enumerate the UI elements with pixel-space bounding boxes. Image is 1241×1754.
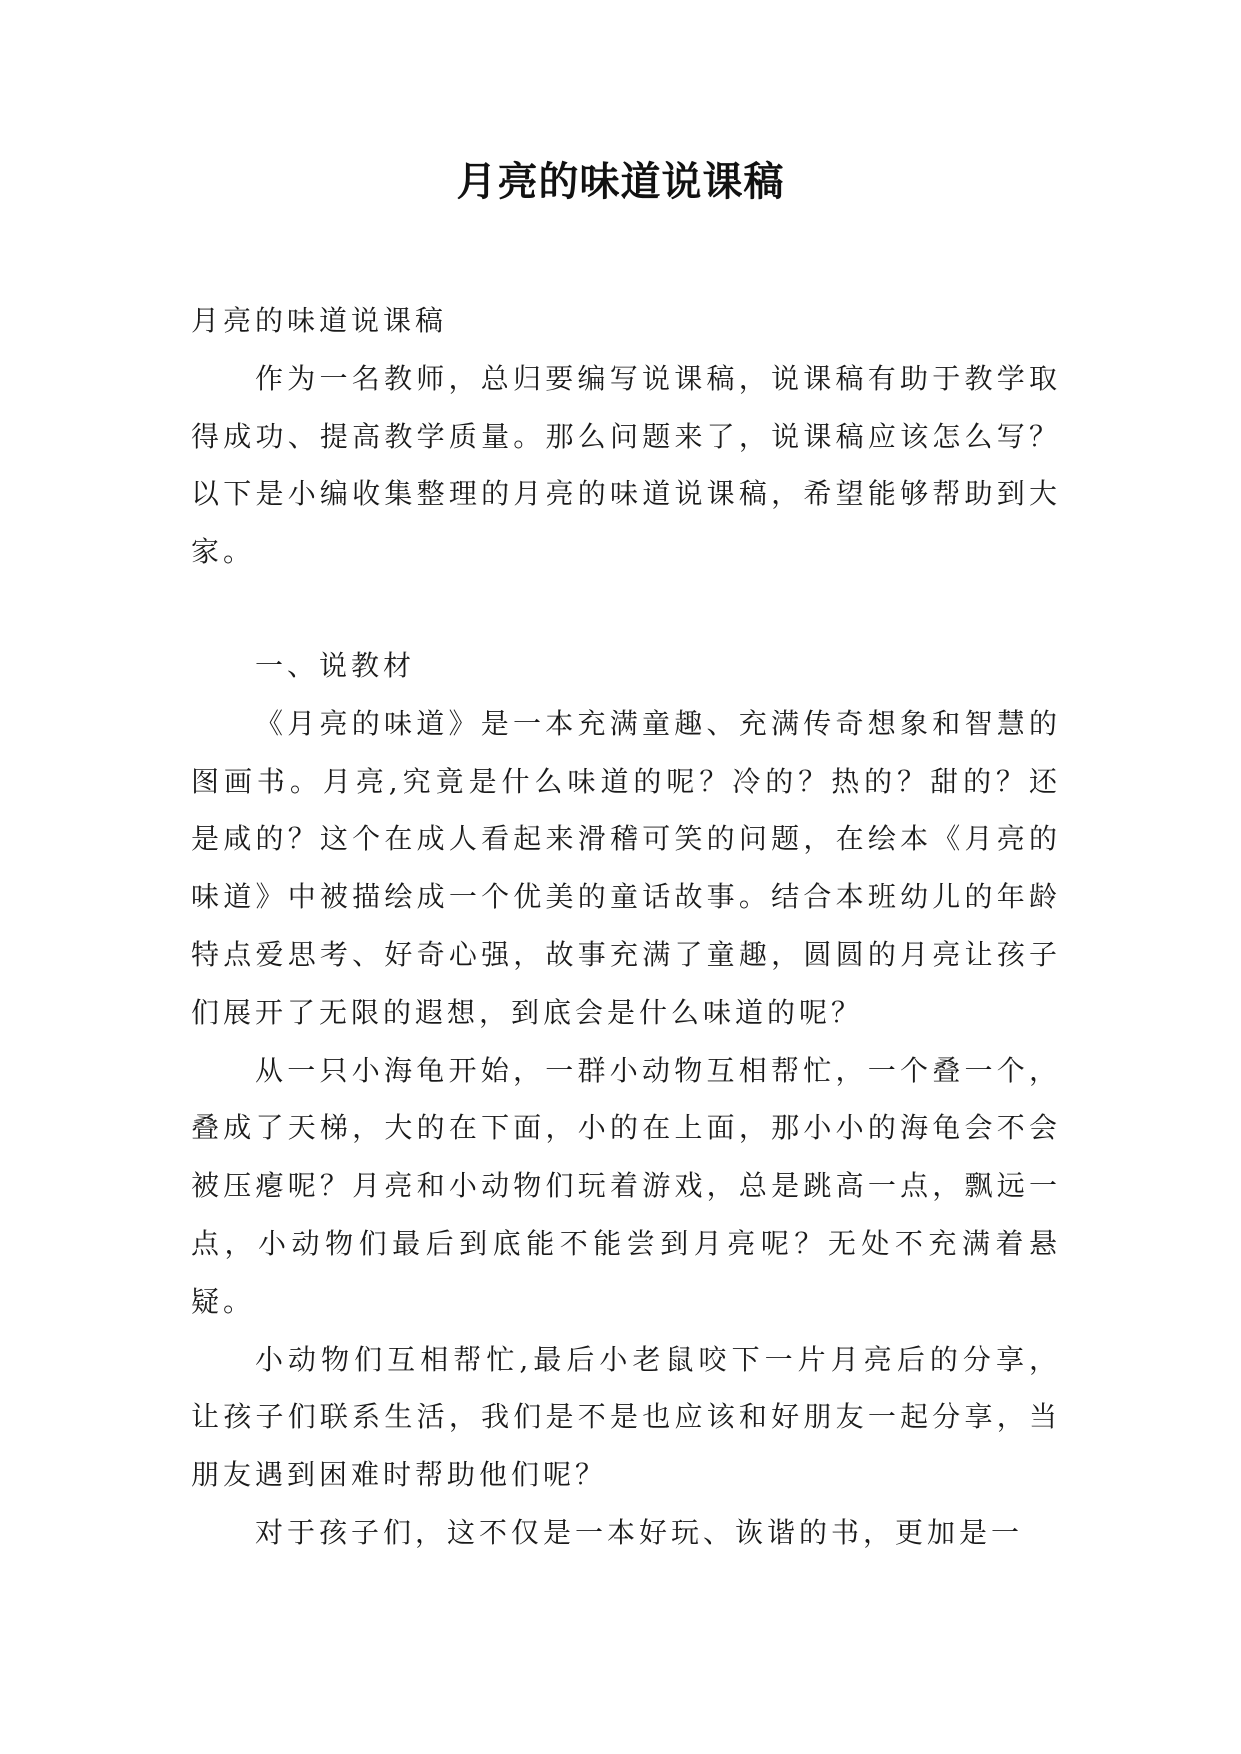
document-body bbox=[191, 292, 1061, 1562]
body-paragraph: 从一只小海龟开始，一群小动物互相帮忙，一个叠一个，叠成了天梯，大的在下面，小的在上面，那小小的海龟会不会被压瘪呢？月亮和小动物们玩着游戏，总是跳高一点，飘远一点，小动物们最后到底能不能尝到月亮呢？无处不充满着悬疑。 bbox=[191, 1053, 1061, 1318]
section-heading: 一、说教材 bbox=[255, 648, 416, 682]
body-paragraph: 对于孩子们，这不仅是一本好玩、诙谐的书，更加是一 bbox=[255, 1515, 1024, 1549]
paragraph-spacer bbox=[191, 581, 1061, 637]
intro-paragraph: 作为一名教师，总归要编写说课稿，说课稿有助于教学取得成功、提高教学质量。那么问题来了，说课稿应该怎么写？以下是小编收集整理的月亮的味道说课稿，希望能够帮助到大家。 bbox=[191, 361, 1061, 569]
document-title: 月亮的味道说课稿 bbox=[456, 159, 785, 205]
body-paragraph: 《月亮的味道》是一本充满童趣、充满传奇想象和智慧的图画书。月亮,究竟是什么味道的呢？冷的？热的？甜的？还是咸的？这个在成人看起来滑稽可笑的问题，在绘本《月亮的味道》中被描绘成一个优美的童话故事。结合本班幼儿的年龄特点爱思考、好奇心强，故事充满了童趣，圆圆的月亮让孩子们展开了无限的遐想，到底会是什么味道的呢？ bbox=[191, 706, 1061, 1029]
subtitle-line: 月亮的味道说课稿 bbox=[191, 304, 448, 337]
body-paragraph: 小动物们互相帮忙,最后小老鼠咬下一片月亮后的分享，让孩子们联系生活，我们是不是也应该和好朋友一起分享，当朋友遇到困难时帮助他们呢？ bbox=[191, 1342, 1061, 1492]
